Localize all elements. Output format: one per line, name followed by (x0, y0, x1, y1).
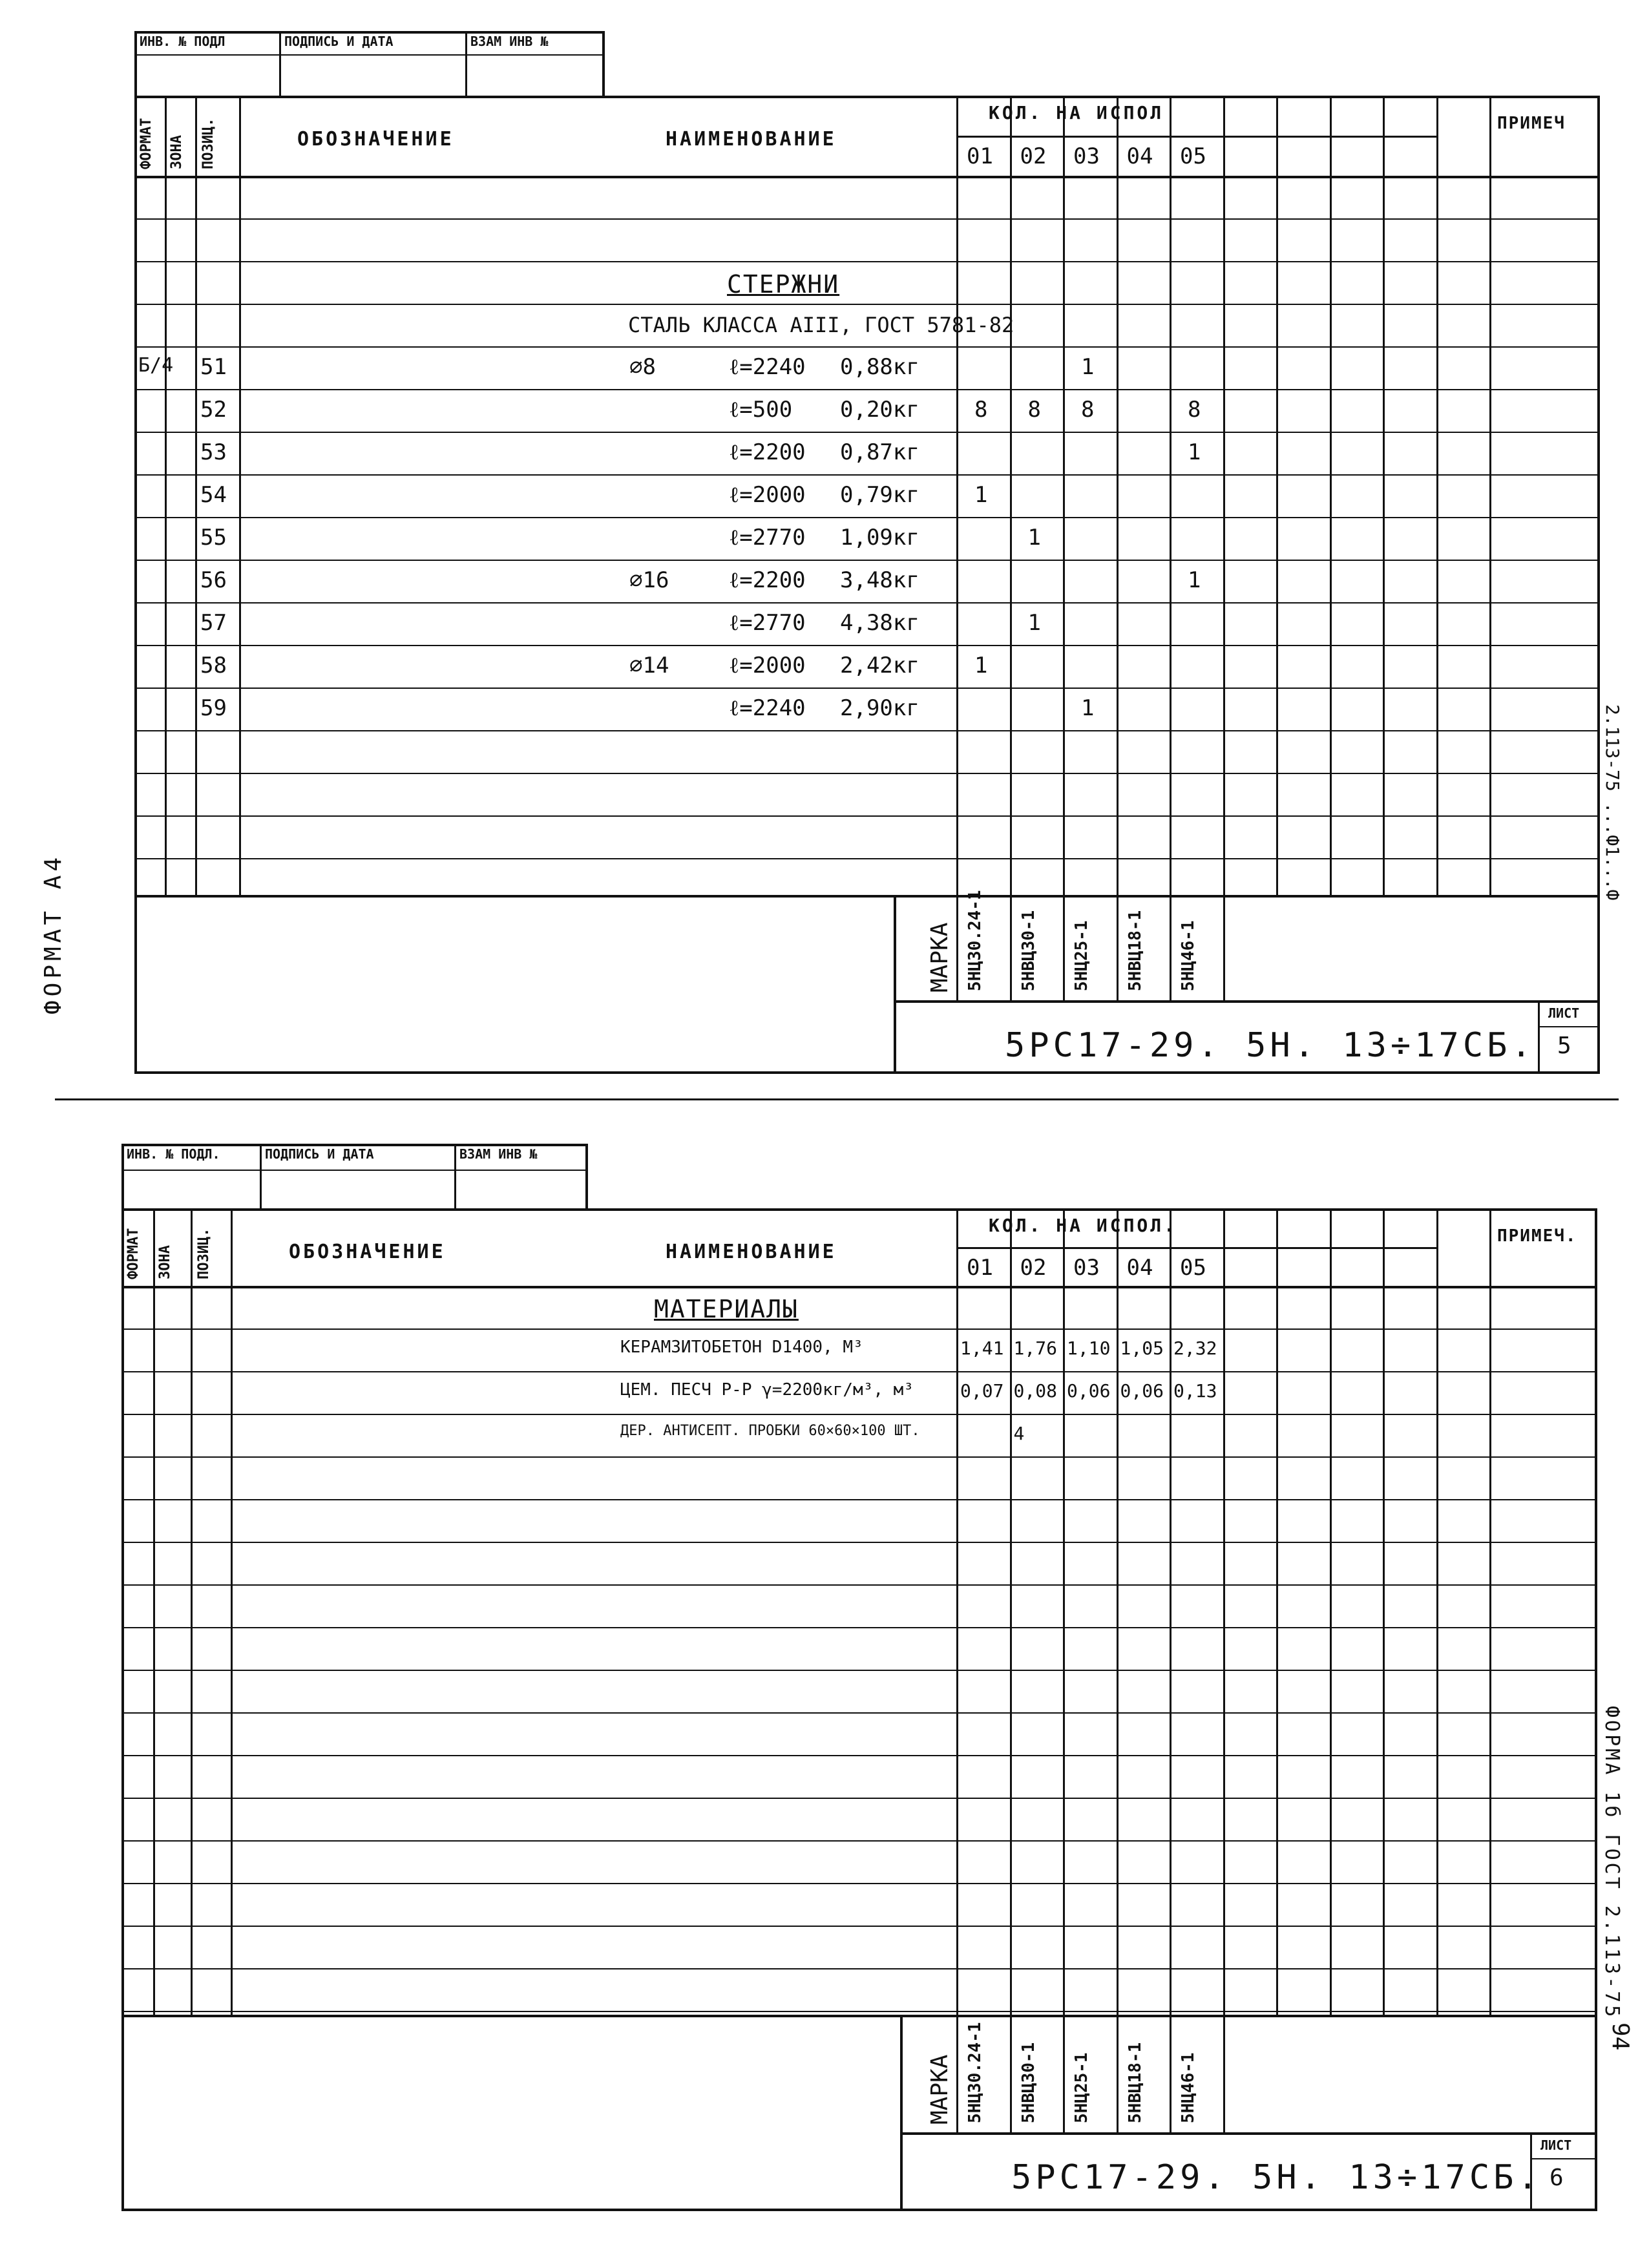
document-code: 5РС17-29. 5Н. 13÷17СБ. (1011, 2158, 1542, 2197)
title-block-top (894, 895, 1597, 898)
row-length: ℓ=2240 (729, 695, 806, 721)
marka-value: 5НЦ25-1 (1072, 920, 1091, 991)
marka-column-line (1223, 2015, 1225, 2132)
section-title-rods: СТЕРЖНИ (727, 270, 840, 299)
table-column-line (956, 96, 958, 895)
side-label-gost-bottom: ФОРМА 1б ГОСТ 2.113-75 (1601, 1706, 1623, 2020)
header-pos: ПОЗИЦ. (196, 1228, 212, 1279)
stamp-inv-label: ИНВ. № ПОДЛ (140, 34, 226, 49)
stamp-border-left (134, 31, 137, 96)
sheet-number: 6 (1549, 2165, 1564, 2191)
material-qty-02: 0,08 (1013, 1380, 1057, 1402)
qty-header-divider (956, 136, 1436, 138)
frame-top (134, 96, 1597, 98)
row-position: 52 (200, 397, 227, 423)
header-zone: ЗОНА (169, 135, 185, 169)
stamp-sign-label: ПОДПИСЬ И ДАТА (284, 34, 394, 49)
header-variant-01: 01 (967, 143, 993, 169)
marka-column-line (1063, 2015, 1065, 2132)
title-block-left (900, 2015, 903, 2209)
table-column-line (1436, 96, 1438, 895)
row-position: 55 (200, 525, 227, 551)
side-label-format: ФОРМАТ А4 (40, 853, 67, 1014)
table-row-line (121, 1499, 1595, 1500)
table-row-line (121, 1328, 1595, 1330)
sheet-label: ЛИСТ (1540, 2137, 1572, 2153)
table-row-line (134, 261, 1597, 262)
table-row-line (134, 432, 1597, 433)
material-qty-01: 0,07 (960, 1380, 1004, 1402)
row-position: 51 (200, 354, 227, 380)
table-row-line (121, 1670, 1595, 1671)
material-qty-04: 1,05 (1120, 1338, 1164, 1359)
marka-column-line (956, 895, 958, 1000)
row-mass: 3,48кг (840, 567, 919, 593)
material-qty-02: 4 (1013, 1423, 1025, 1444)
sheet-separator (55, 1098, 1619, 1100)
table-column-line (165, 96, 167, 895)
stamp-divider (260, 1144, 262, 1208)
header-designation: ОБОЗНАЧЕНИЕ (289, 1241, 446, 1263)
table-column-line (1383, 96, 1385, 895)
marka-value: 5НВЦ18-1 (1125, 2042, 1145, 2123)
row-position: 56 (200, 567, 227, 593)
row-position: 54 (200, 482, 227, 508)
marka-column-line (1170, 895, 1171, 1000)
row-mass: 0,87кг (840, 439, 919, 465)
marka-value: 5НВЦ30-1 (1018, 2042, 1038, 2123)
marka-column-line (1117, 2015, 1119, 2132)
stamp-replace-label: ВЗАМ ИНВ № (459, 1146, 538, 1162)
stamp-divider (465, 31, 467, 96)
row-position: 57 (200, 610, 227, 636)
table-row-line (134, 815, 1597, 817)
row-qty-05: 8 (1188, 397, 1201, 423)
row-length: ℓ=500 (729, 397, 793, 423)
stamp-divider (121, 1170, 585, 1171)
table-row-line (134, 773, 1597, 774)
marka-value: 5НВЦ30-1 (1018, 910, 1038, 991)
stamp-border-right (602, 31, 605, 96)
table-row-line (121, 1371, 1595, 1372)
row-mass: 0,20кг (840, 397, 919, 423)
marka-value: 5НЦ30.24-1 (965, 2022, 985, 2123)
row-mass: 0,79кг (840, 482, 919, 508)
frame-left (134, 96, 137, 1071)
frame-top (121, 1208, 1595, 1211)
stamp-replace-label: ВЗАМ ИНВ № (470, 34, 549, 49)
header-note: ПРИМЕЧ (1497, 114, 1566, 133)
table-column-line (1223, 96, 1225, 895)
row-length: ℓ=2200 (729, 567, 806, 593)
marka-column-line (1170, 2015, 1171, 2132)
marka-value: 5НЦ25-1 (1072, 2052, 1091, 2123)
marka-label: МАРКА (927, 922, 953, 992)
table-row-line (121, 2011, 1595, 2012)
table-row-line (134, 688, 1597, 689)
row-qty-01: 1 (974, 653, 988, 678)
row-length: ℓ=2000 (729, 482, 806, 508)
row-qty-03: 1 (1081, 354, 1095, 380)
table-row-line (134, 730, 1597, 731)
row-length: ℓ=2200 (729, 439, 806, 465)
table-row-line (121, 1755, 1595, 1756)
side-label-gost-top: 2.113-75 ...Ф1...Ф (1602, 704, 1623, 901)
row-length: ℓ=2770 (729, 525, 806, 551)
table-row-line (121, 1414, 1595, 1415)
page-number: 94 (1607, 2022, 1633, 2051)
material-qty-02: 1,76 (1013, 1338, 1057, 1359)
row-position: 59 (200, 695, 227, 721)
row-qty-02: 1 (1027, 610, 1041, 636)
material-qty-05: 2,32 (1173, 1338, 1217, 1359)
marka-value: 5НЦ30.24-1 (965, 890, 985, 991)
table-column-line (1010, 96, 1012, 895)
header-name: НАИМЕНОВАНИЕ (666, 1241, 837, 1263)
header-variant-03: 03 (1073, 1255, 1100, 1281)
row-qty-01: 1 (974, 482, 988, 508)
header-format: ФОРМАТ (125, 1228, 142, 1279)
row-diameter: ⌀16 (629, 567, 669, 593)
material-name: ЦЕМ. ПЕСЧ Р-Р γ=2200кг/м³, м³ (620, 1380, 914, 1400)
table-column-line (1170, 96, 1171, 895)
row-position: 58 (200, 653, 227, 678)
table-row-line (121, 1456, 1595, 1458)
table-column-line (1276, 96, 1278, 895)
row-qty-01: 8 (974, 397, 988, 423)
header-note: ПРИМЕЧ. (1497, 1226, 1577, 1246)
header-name: НАИМЕНОВАНИЕ (666, 128, 837, 151)
stamp-inv-label: ИНВ. № ПОДЛ. (127, 1146, 220, 1162)
section-title-materials: МАТЕРИАЛЫ (654, 1295, 799, 1323)
header-variant-01: 01 (967, 1255, 993, 1281)
header-variant-04: 04 (1126, 143, 1153, 169)
stamp-divider (134, 54, 602, 56)
header-variant-05: 05 (1180, 1255, 1206, 1281)
marka-column-line (1223, 895, 1225, 1000)
steel-class-text: СТАЛЬ КЛАССА АIII, ГОСТ 5781-82 (628, 313, 1014, 337)
title-block-divider (894, 1000, 1600, 1003)
table-row-line (121, 1883, 1595, 1884)
row-length: ℓ=2770 (729, 610, 806, 636)
table-row-line (121, 1798, 1595, 1799)
header-qty: КОЛ. НА ИСПОЛ. (989, 1215, 1178, 1236)
stamp-border-right (585, 1144, 588, 1208)
row-position: 53 (200, 439, 227, 465)
table-row-line (134, 218, 1597, 220)
table-column-line (195, 96, 197, 895)
marka-column-line (1010, 895, 1012, 1000)
table-column-line (1330, 96, 1332, 895)
material-name: ДЕР. АНТИСЕПТ. ПРОБКИ 60×60×100 ШТ. (620, 1423, 920, 1439)
header-designation: ОБОЗНАЧЕНИЕ (297, 128, 454, 151)
marka-value: 5НВЦ18-1 (1125, 910, 1145, 991)
marka-column-line (956, 2015, 958, 2132)
table-row-line (121, 1926, 1595, 1927)
header-bottom-line (134, 176, 1597, 178)
stamp-border-left (121, 1144, 124, 1208)
table-row-line (134, 474, 1597, 476)
title-block-divider (900, 2132, 1597, 2135)
material-qty-03: 0,06 (1067, 1380, 1111, 1402)
material-qty-01: 1,41 (960, 1338, 1004, 1359)
row-mass: 2,42кг (840, 653, 919, 678)
table-row-line (121, 1542, 1595, 1543)
header-variant-02: 02 (1020, 143, 1047, 169)
sheet-box-divider (1538, 1026, 1597, 1027)
row-qty-05: 1 (1188, 439, 1201, 465)
header-bottom-line (121, 1286, 1595, 1288)
row-mass: 2,90кг (840, 695, 919, 721)
row-length: ℓ=2000 (729, 653, 806, 678)
material-qty-05: 0,13 (1173, 1380, 1217, 1402)
table-row-line (134, 858, 1597, 859)
table-row-line (134, 602, 1597, 604)
header-variant-02: 02 (1020, 1255, 1047, 1281)
table-row-line (134, 304, 1597, 305)
frame-bottom (134, 1071, 1600, 1074)
table-row-line (121, 1627, 1595, 1628)
table-row-line (121, 1840, 1595, 1842)
header-zone: ЗОНА (157, 1245, 173, 1279)
row-diameter: ⌀8 (629, 354, 656, 380)
marka-value: 5НЦ46-1 (1179, 2052, 1198, 2123)
row-qty-03: 1 (1081, 695, 1095, 721)
header-variant-03: 03 (1073, 143, 1100, 169)
table-row-line (121, 1968, 1595, 1969)
header-variant-04: 04 (1126, 1255, 1153, 1281)
marka-column-line (1063, 895, 1065, 1000)
sheet-number: 5 (1557, 1033, 1571, 1059)
row-qty-03: 8 (1081, 397, 1095, 423)
row-mass: 1,09кг (840, 525, 919, 551)
table-column-line (1063, 96, 1065, 895)
stamp-divider (454, 1144, 456, 1208)
row-diameter: ⌀14 (629, 653, 669, 678)
marka-value: 5НЦ46-1 (1179, 920, 1198, 991)
material-name: КЕРАМЗИТОБЕТОН D1400, М³ (620, 1338, 863, 1357)
table-row-line (134, 645, 1597, 646)
frame-right (1595, 1208, 1597, 2209)
row-qty-02: 8 (1027, 397, 1041, 423)
row-format: Б/4 (138, 354, 174, 377)
frame-right (1597, 96, 1600, 1071)
table-row-line (134, 560, 1597, 561)
row-mass: 4,38кг (840, 610, 919, 636)
table-row-line (121, 1584, 1595, 1586)
table-column-line (1489, 96, 1491, 895)
table-row-line (134, 517, 1597, 518)
row-length: ℓ=2240 (729, 354, 806, 380)
material-qty-04: 0,06 (1120, 1380, 1164, 1402)
frame-bottom (121, 2209, 1597, 2211)
table-row-line (121, 1712, 1595, 1714)
table-row-line (134, 389, 1597, 390)
header-variant-05: 05 (1180, 143, 1206, 169)
table-row-line (134, 346, 1597, 348)
stamp-sign-label: ПОДПИСЬ И ДАТА (265, 1146, 374, 1162)
header-qty: КОЛ. НА ИСПОЛ (989, 102, 1164, 123)
marka-column-line (1117, 895, 1119, 1000)
qty-header-divider (956, 1247, 1436, 1249)
header-pos: ПОЗИЦ. (200, 118, 216, 169)
row-qty-05: 1 (1188, 567, 1201, 593)
frame-left (121, 1208, 124, 2209)
title-block-left (894, 895, 896, 1071)
header-format: ФОРМАТ (138, 118, 154, 169)
stamp-divider (279, 31, 281, 96)
marka-label: МАРКА (927, 2054, 953, 2125)
sheet-box-left (1538, 1000, 1540, 1071)
document-code: 5РС17-29. 5Н. 13÷17СБ. (1005, 1026, 1535, 1065)
sheet-label: ЛИСТ (1548, 1005, 1580, 1021)
row-qty-02: 1 (1027, 525, 1041, 551)
material-qty-03: 1,10 (1067, 1338, 1111, 1359)
table-column-line (239, 96, 241, 895)
title-block-top (900, 2015, 1595, 2017)
table-column-line (1117, 96, 1119, 895)
marka-column-line (1010, 2015, 1012, 2132)
row-mass: 0,88кг (840, 354, 919, 380)
